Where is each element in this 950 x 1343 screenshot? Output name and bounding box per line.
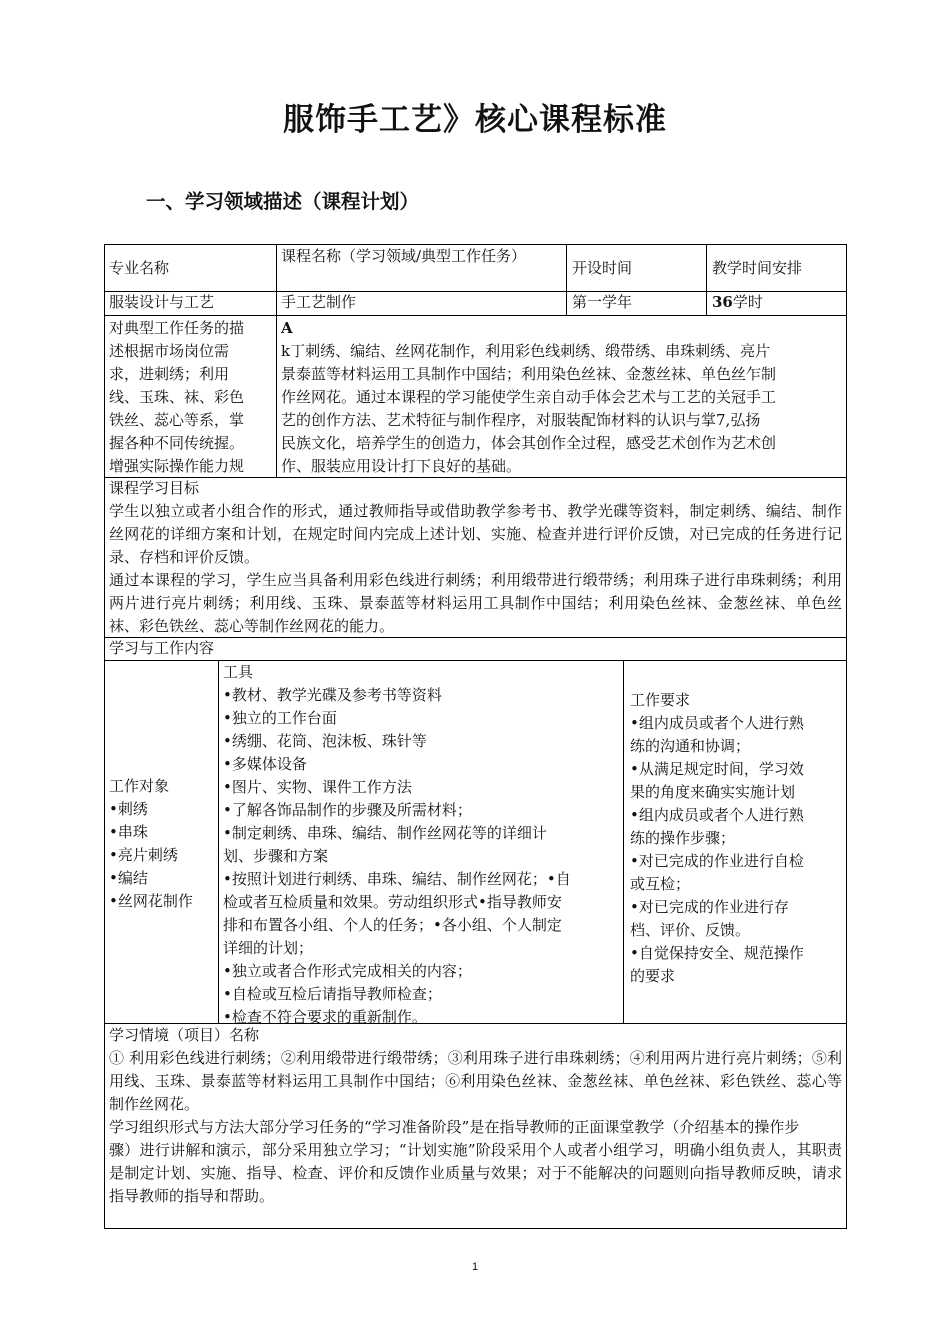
task-label-line: 对典型工作任务的描	[109, 319, 245, 337]
tools-column	[223, 661, 621, 1029]
task-desc-line: 作、服装应用设计打下良好的基础。	[281, 457, 522, 475]
section-heading: 一、学习领域描述（课程计划）	[146, 190, 420, 213]
task-desc-first-line: A	[281, 319, 293, 337]
course-label: 课程名称（学习领域/典型工作任务）	[281, 247, 527, 265]
col-divider	[276, 245, 277, 477]
tools-line: •按照计划进行刺绣、串珠、编结、制作丝网花；•自	[223, 870, 571, 888]
course-value: 手工艺制作	[281, 293, 357, 311]
situations-items: ① 利用彩色线进行刺绣；②利用缎带进行缎带绣；③利用珠子进行串珠刺绣；④利用两片进行亮片刺绣；⑤利用线、玉珠、景泰蓝等材料运用工具制作中国结；⑥利用染色丝袜、金葱丝袜、单色丝袜、彩色铁丝、蕊心等制作丝网花。	[109, 1049, 842, 1113]
task-label-line: 增强实际操作能力规	[109, 457, 245, 475]
work-objects	[109, 775, 217, 913]
work-object-item: •编结	[109, 869, 148, 887]
requirements-line: 或互检；	[630, 875, 691, 893]
work-object-item: •串珠	[109, 823, 148, 841]
requirements-line: •对已完成的作业进行自检	[630, 852, 804, 870]
work-object-item: •亮片刺绣	[109, 846, 178, 864]
requirements-column	[630, 689, 844, 988]
task-desc-line: 作丝网花。通过本课程的学习能使学生亲自动手体会艺术与工艺的关冠手工	[281, 388, 777, 406]
tools-line: •多媒体设备	[223, 755, 307, 773]
situations-method-part1: 学习组织形式与方法大部分学习任务的“学习准备阶段”是在指导教师的正面课堂教学（介绍基本的操作步	[109, 1118, 800, 1136]
tools-heading: 工具	[223, 663, 254, 681]
work-objects-heading: 工作对象	[109, 777, 170, 795]
major-value: 服装设计与工艺	[109, 293, 215, 311]
task-desc-text	[281, 317, 844, 475]
goals-heading: 课程学习目标	[109, 479, 200, 497]
task-label-line: 求，进刺绣；利用	[109, 365, 230, 383]
situations-heading: 学习情境（项目）名称	[109, 1026, 260, 1044]
col-divider	[623, 660, 624, 1023]
tools-line: •独立或者合作形式完成相关的内容；	[223, 962, 472, 980]
hours-number: 36	[712, 293, 733, 311]
row-divider	[105, 315, 846, 316]
tools-line: •教材、教学光碟及参考书等资料	[223, 686, 442, 704]
hours-unit: 学时	[732, 293, 763, 311]
requirements-line: 的要求	[630, 967, 676, 985]
page-number: 1	[471, 1261, 479, 1273]
task-desc-label	[109, 317, 274, 475]
task-desc-line: k丁刺绣、编结、丝网花制作，利用彩色线刺绣、缎带绣、串珠刺绣、亮片	[281, 342, 771, 360]
document-title: 服饰手工艺》核心课程标准	[283, 102, 667, 138]
learning-situations	[109, 1024, 842, 1228]
task-desc-line: 民族文化，培养学生的创造力，体会其创作全过程，感受艺术创作为艺术创	[281, 434, 777, 452]
term-value: 第一学年	[572, 293, 633, 311]
goals-paragraph: 学生以独立或者小组合作的形式，通过教师指导或借助教学参考书、教学光碟等资料，制定刺绣、编结、制作丝网花的详细方案和计划，在规定时间内完成上述计划、实施、检查并进行评价反馈，对已完成的任务进行记录、存档和评价反馈。	[109, 502, 842, 566]
requirements-line: 档、评价、反馈。	[630, 921, 751, 939]
requirements-heading: 工作要求	[630, 691, 691, 709]
tools-line: 检或者互检质量和效果。劳动组织形式•指导教师安	[223, 893, 562, 911]
work-object-item: •刺绣	[109, 800, 148, 818]
task-label-line: 线、玉珠、袜、彩色	[109, 388, 245, 406]
hours-label: 教学时间安排	[712, 259, 803, 277]
task-label-line: 铁丝、蕊心等系，掌	[109, 411, 245, 429]
task-label-line: 述根据市场岗位需	[109, 342, 230, 360]
requirements-line: •组内成员或者个人进行熟	[630, 714, 804, 732]
situations-method-part2: 骤）进行讲解和演示，部分采用独立学习；“计划实施”阶段采用个人或者小组学习，明确小组负责人，其职责是制定计划、实施、指导、检查、评价和反馈作业质量与效果；对于不能解决的问题则向指导教师反映，请求指导教师的指导和帮助。	[109, 1141, 842, 1205]
requirements-line: •从满足规定时间，学习效	[630, 760, 804, 778]
row-divider	[105, 637, 846, 638]
tools-line: •独立的工作台面	[223, 709, 337, 727]
tools-line: •制定刺绣、串珠、编结、制作丝网花等的详细计	[223, 824, 547, 842]
requirements-line: 果的角度来确实实施计划	[630, 783, 796, 801]
goals-paragraph: 通过本课程的学习，学生应当具备利用彩色线进行刺绣；利用缎带进行缎带绣；利用珠子进行串珠刺绣；利用两片进行亮片刺绣；利用线、玉珠、景泰蓝等材料运用工具制作中国结；利用染色丝袜、金葱丝袜、单色丝袜、彩色铁丝、蕊心等制作丝网花的能力。	[109, 571, 842, 635]
tools-line: •了解各饰品制作的步骤及所需材料；	[223, 801, 472, 819]
work-object-item: •丝网花制作	[109, 892, 193, 910]
tools-line: •绣绷、花筒、泡沫板、珠针等	[223, 732, 427, 750]
requirements-line: •自觉保持安全、规范操作	[630, 944, 804, 962]
tools-line: •图片、实物、课件工作方法	[223, 778, 412, 796]
task-desc-line: 景泰蓝等材料运用工具制作中国结；利用染色丝袜、金葱丝袜、单色丝乍制	[281, 365, 777, 383]
task-desc-line: 艺的创作方法、艺术特征与制作程序，对服装配饰材料的认识与掌7,弘扬	[281, 411, 761, 429]
tools-line: •检查不符合要求的重新制作。	[223, 1008, 427, 1026]
tools-line: 详细的计划；	[223, 939, 314, 957]
col-divider	[218, 660, 219, 1023]
task-label-line: 握各种不同传统握。	[109, 434, 245, 452]
requirements-line: •组内成员或者个人进行熟	[630, 806, 804, 824]
major-label: 专业名称	[109, 259, 170, 277]
term-label: 开设时间	[572, 259, 633, 277]
tools-line: •自检或互检后请指导教师检查；	[223, 985, 442, 1003]
requirements-line: 练的沟通和协调；	[630, 737, 751, 755]
hours-value	[712, 291, 763, 314]
col-divider	[566, 245, 567, 315]
content-heading: 学习与工作内容	[109, 639, 215, 657]
col-divider	[706, 245, 707, 315]
requirements-line: 练的操作步骤；	[630, 829, 736, 847]
course-standard-table	[104, 244, 847, 1229]
tools-line: 排和布置各小组、个人的任务；•各小组、个人制定	[223, 916, 562, 934]
requirements-line: •对已完成的作业进行存	[630, 898, 789, 916]
course-goals	[109, 477, 842, 636]
tools-line: 划、步骤和方案	[223, 847, 329, 865]
